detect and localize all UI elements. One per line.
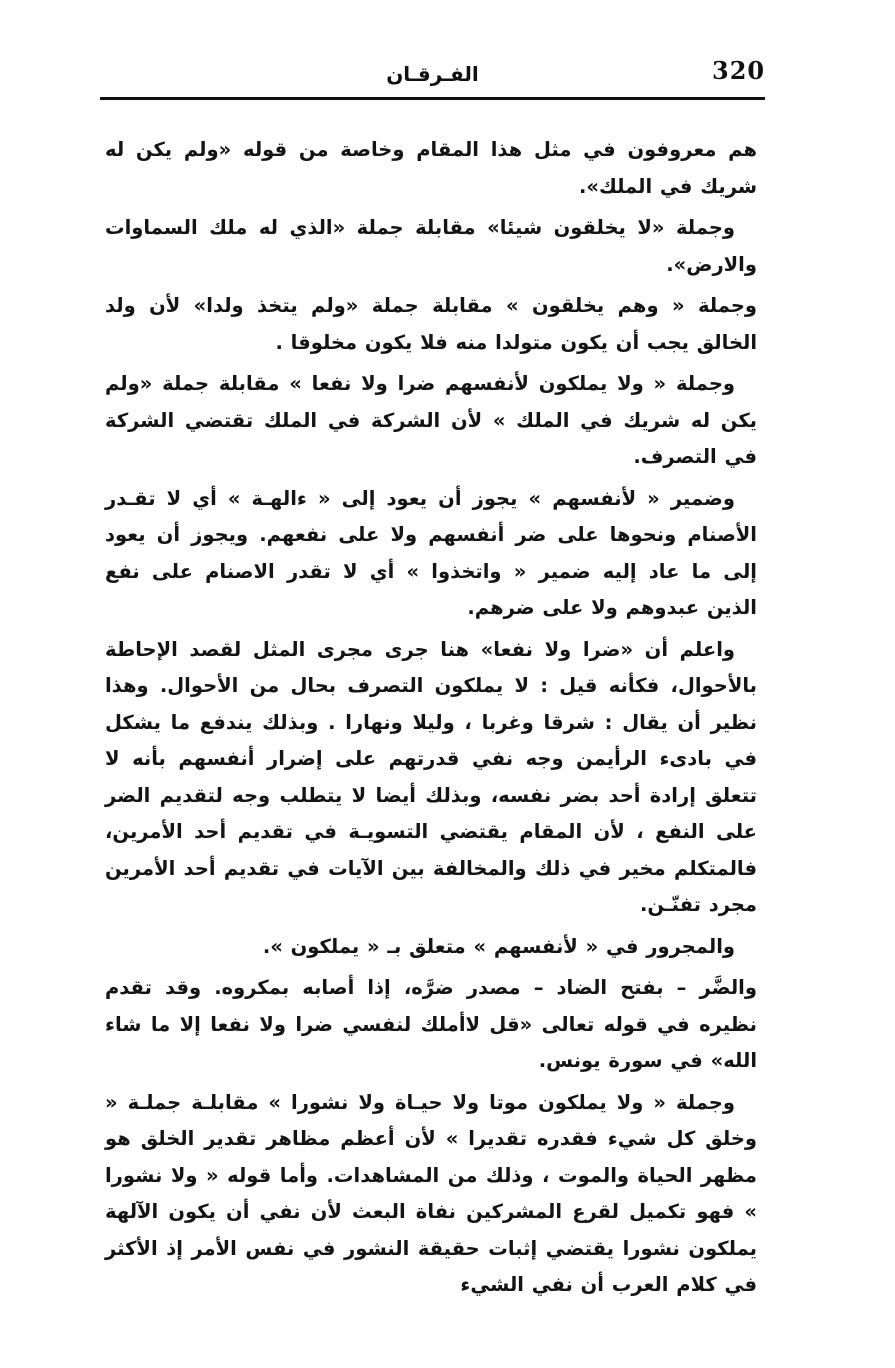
page-header bbox=[100, 48, 765, 100]
paragraph: وجملة « ولا يملكون موتا ولا حيـاة ولا نشورا » مقابلـة جملـة « وخلق كل شيء فقدره تقديرا » لأن أعظم مظاهر تقدير الخلق هو مظهر الحياة والموت ، وذلك من المشاهدات. وأما قوله « ولا نشورا » فهو تكميل لقرع المشركين نفاة البعث لأن نفي أن يكون الآلهة يملكون نشورا يقتضي إثبات حقيقة النشور في نفس الأمر إذ الأكثر في كلام العرب أن نفي الشيء bbox=[105, 1090, 757, 1296]
paragraph: وضمير « لأنفسهم » يجوز أن يعود إلى « ءالهـة » أي لا تقـدر الأصنام ونحوها على ضر أنفسهم ولا على نفعهم. ويجوز أن يعود إلى ما عاد إليه ضمير « واتخذوا » أي لا تقدر الاصنام على نفع الذين عبدوهم ولا على ضرهم. bbox=[105, 486, 757, 619]
paragraph: هم معروفون في مثل هذا المقام وخاصة من قوله «ولم يكن له شريك في الملك». bbox=[105, 138, 757, 198]
running-title: الفـرقـان bbox=[386, 62, 479, 86]
paragraph: وجملة «لا يخلقون شيئا» مقابلة جملة «الذي له ملك السماوات والارض». bbox=[105, 216, 757, 276]
paragraph: والضَّر – بفتح الضاد – مصدر ضرَّه، إذا أصابه بمكروه. وقد تقدم نظيره في قوله تعالى «قل لاأملك لنفسي ضرا ولا نفعا إلا ما شاء الله» في سورة يونس. bbox=[105, 976, 757, 1072]
body-text bbox=[105, 132, 757, 1309]
header-rule bbox=[100, 97, 765, 100]
paragraph: والمجرور في « لأنفسهم » متعلق بـ « يملكون ». bbox=[262, 934, 735, 958]
paragraph: وجملة « وهم يخلقون » مقابلة جملة «ولم يتخذ ولدا» لأن ولد الخالق يجب أن يكون متولدا منه فلا يكون مخلوقا . bbox=[105, 294, 757, 354]
paragraph: واعلم أن «ضرا ولا نفعا» هنا جرى مجرى المثل لقصد الإحاطة بالأحوال، فكأنه قيل : لا يملكون التصرف بحال من الأحوال. وهذا نظير أن يقال : شرقا وغربا ، وليلا ونهارا . وبذلك يندفع ما يشكل في بادىء الرأيمن وجه نفي قدرتهم على إضرار أنفسهم بأنه لا تتعلق إرادة أحد بضر نفسه، وبذلك أيضا لا يتطلب وجه لتقديم الضر على النفع ، لأن المقام يقتضي التسويـة في تقديم أحد الأمرين، فالمتكلم مخير في ذلك والمخالفة بين الآيات في تقديم أحد الأمرين مجرد تفنّـن. bbox=[105, 637, 757, 916]
page-number: 320 bbox=[712, 56, 766, 85]
paragraph: وجملة « ولا يملكون لأنفسهم ضرا ولا نفعا » مقابلة جملة «ولم يكن له شريك في الملك » لأن الشركة في الملك تقتضي الشركة في التصرف. bbox=[105, 372, 757, 468]
